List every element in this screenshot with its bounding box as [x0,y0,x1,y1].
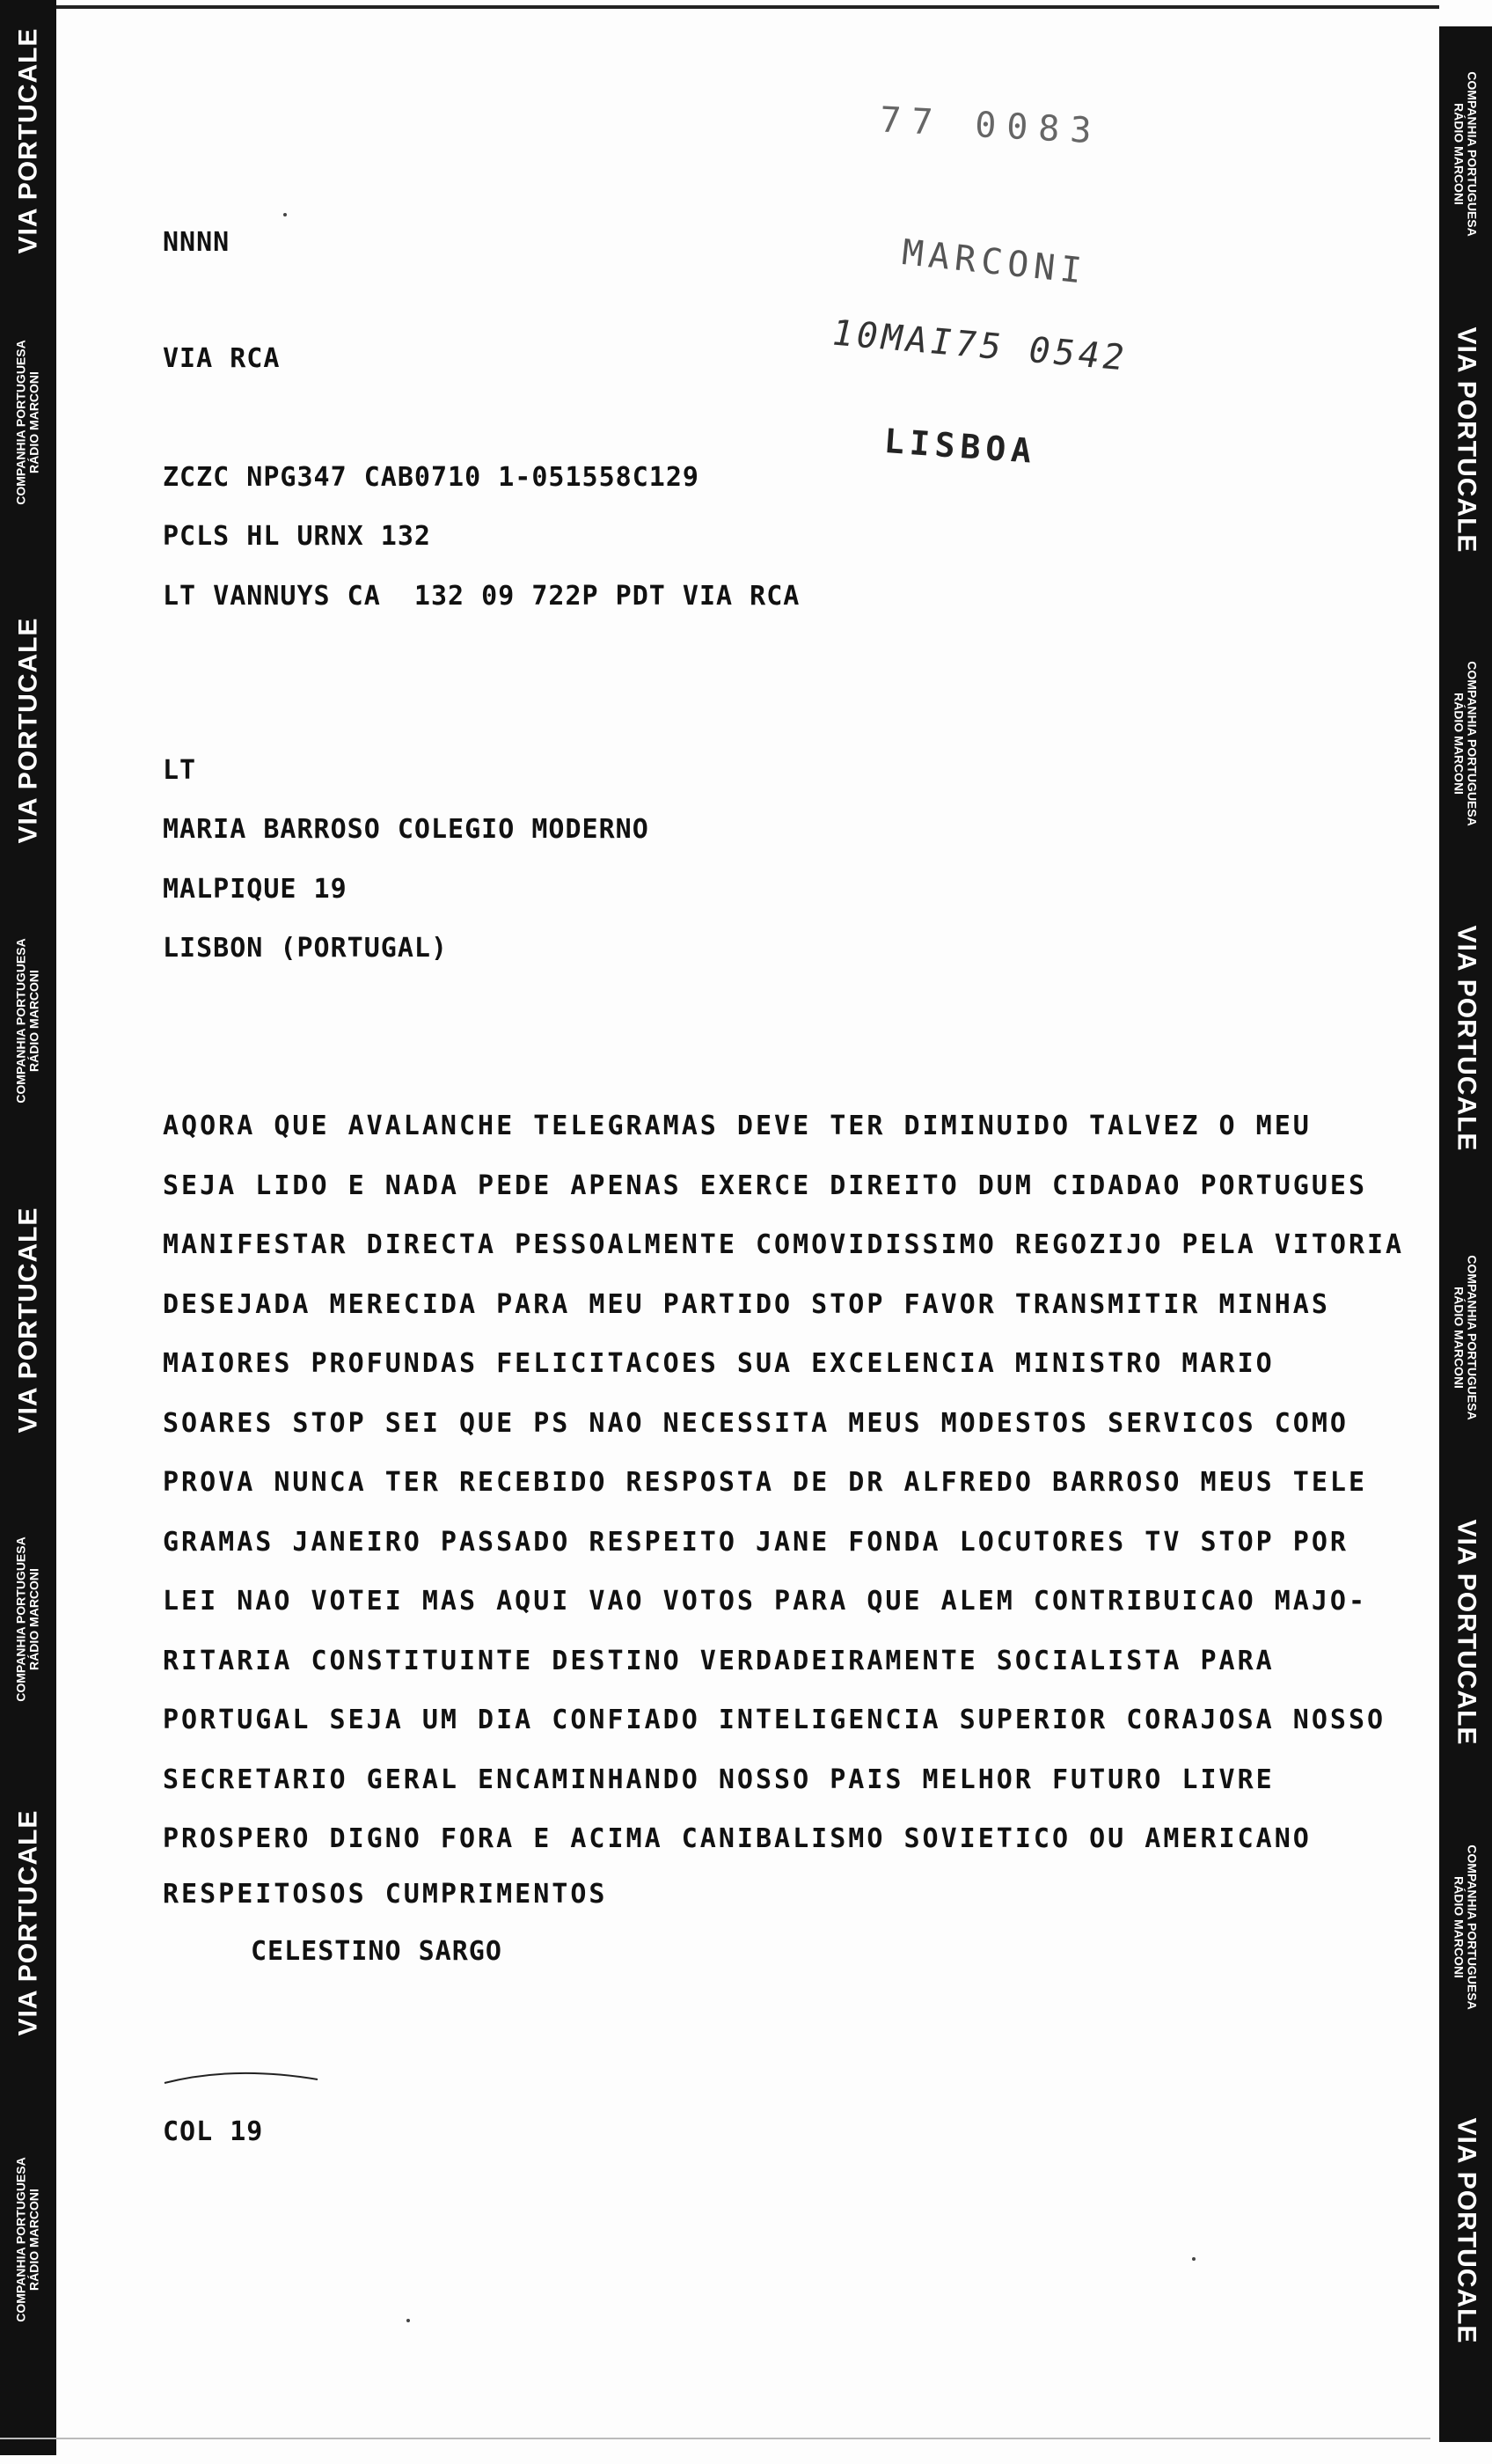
brand-company: COMPANHIA PORTUGUESA RÁDIO MARCONI [1452,71,1481,237]
brand-company: COMPANHIA PORTUGUESA RÁDIO MARCONI [1452,1844,1481,2010]
recipient-name: MARIA BARROSO COLEGIO MODERNO [163,814,649,845]
message-line: RITARIA CONSTITUINTE DESTINO VERDADEIRAMENTE SOCIALISTA PARA [163,1646,1275,1676]
office-stamp: MARCONI [900,232,1089,292]
top-edge-line [35,5,1439,9]
message-line: MAIORES PROFUNDAS FELICITACOES SUA EXCELENCIA MINISTRO MARIO [163,1348,1275,1379]
speck [406,2319,410,2322]
brand-company: COMPANHIA PORTUGUESA RÁDIO MARCONI [1452,1255,1481,1420]
brand-company: COMPANHIA PORTUGUESA RÁDIO MARCONI [14,340,42,505]
right-strip-segment [1439,1197,1492,1478]
brand-name: VIA PORTUCALE [1452,1519,1481,1746]
brand-name: VIA PORTUCALE [1452,925,1481,1152]
pen-stroke [163,2064,321,2090]
right-strip-segment [1439,1487,1492,1778]
brand-name: VIA PORTUCALE [1452,326,1481,554]
speck [1192,2257,1196,2261]
right-strip-segment [1439,1786,1492,2068]
right-brand-strip [1439,26,1492,2442]
left-strip-segment [0,598,56,862]
header-line: LT VANNUYS CA 132 09 722P PDT VIA RCA [163,581,801,612]
left-strip-segment [0,889,56,1153]
brand-name: VIA PORTUCALE [1452,2117,1481,2344]
brand-company: COMPANHIA PORTUGUESA RÁDIO MARCONI [14,1536,42,1702]
telegram-type: LT [163,755,197,786]
right-strip-segment [1439,2086,1492,2376]
footer-code: COL 19 [163,2116,264,2147]
left-strip-segment [0,1179,56,1461]
header-line: NNNN [163,227,230,258]
bottom-edge [0,2438,1430,2439]
left-strip-segment [0,1778,56,2068]
brand-company: COMPANHIA PORTUGUESA RÁDIO MARCONI [1452,661,1481,826]
message-line: GRAMAS JANEIRO PASSADO RESPEITO JANE FONDA LOCUTORES TV STOP POR [163,1527,1349,1558]
left-strip-segment [0,1487,56,1751]
left-strip-segment [0,290,56,554]
right-strip-segment [1439,299,1492,581]
message-line: SECRETARIO GERAL ENCAMINHANDO NOSSO PAIS MELHOR FUTURO LIVRE [163,1764,1275,1795]
brand-name: VIA PORTUCALE [13,1206,42,1434]
serial-stamp: 77 0083 [878,99,1103,152]
message-line: SOARES STOP SEI QUE PS NAO NECESSITA MEUS MODESTOS SERVICOS COMO [163,1408,1349,1439]
message-line: PROVA NUNCA TER RECEBIDO RESPOSTA DE DR ALFREDO BARROSO MEUS TELE [163,1467,1367,1498]
city-stamp: LISBOA [882,422,1038,471]
left-brand-strip [0,0,56,2455]
datetime-stamp: 10MAI75 0542 [827,312,1132,379]
speck [283,213,287,216]
header-line: ZCZC NPG347 CAB0710 1-051558C129 [163,462,699,493]
message-line: LEI NAO VOTEI MAS AQUI VAO VOTOS PARA QUE ALEM CONTRIBUICAO MAJO- [163,1586,1367,1617]
header-line: VIA RCA [163,343,281,374]
signature: CELESTINO SARGO [251,1936,502,1967]
brand-name: VIA PORTUCALE [13,1809,42,2036]
message-line: RESPEITOSOS CUMPRIMENTOS [163,1879,608,1910]
left-strip-segment [0,2094,56,2385]
recipient-street: MALPIQUE 19 [163,874,347,905]
left-strip-segment [0,26,56,255]
message-line: PROSPERO DIGNO FORA E ACIMA CANIBALISMO SOVIETICO OU AMERICANO [163,1823,1312,1854]
message-line: AQORA QUE AVALANCHE TELEGRAMAS DEVE TER DIMINUIDO TALVEZ O MEU [163,1111,1312,1141]
brand-name: VIA PORTUCALE [13,27,42,254]
right-strip-segment [1439,898,1492,1179]
right-strip-segment [1439,26,1492,282]
message-line: MANIFESTAR DIRECTA PESSOALMENTE COMOVIDISSIMO REGOZIJO PELA VITORIA [163,1229,1405,1260]
right-strip-segment [1439,598,1492,889]
brand-company: COMPANHIA PORTUGUESA RÁDIO MARCONI [14,2157,42,2322]
header-line: PCLS HL URNX 132 [163,521,431,552]
brand-name: VIA PORTUCALE [13,617,42,844]
recipient-city: LISBON (PORTUGAL) [163,933,449,964]
message-line: SEJA LIDO E NADA PEDE APENAS EXERCE DIREITO DUM CIDADAO PORTUGUES [163,1170,1367,1201]
message-line: DESEJADA MERECIDA PARA MEU PARTIDO STOP FAVOR TRANSMITIR MINHAS [163,1289,1330,1320]
message-line: PORTUGAL SEJA UM DIA CONFIADO INTELIGENCIA SUPERIOR CORAJOSA NOSSO [163,1705,1386,1735]
brand-company: COMPANHIA PORTUGUESA RÁDIO MARCONI [14,938,42,1104]
